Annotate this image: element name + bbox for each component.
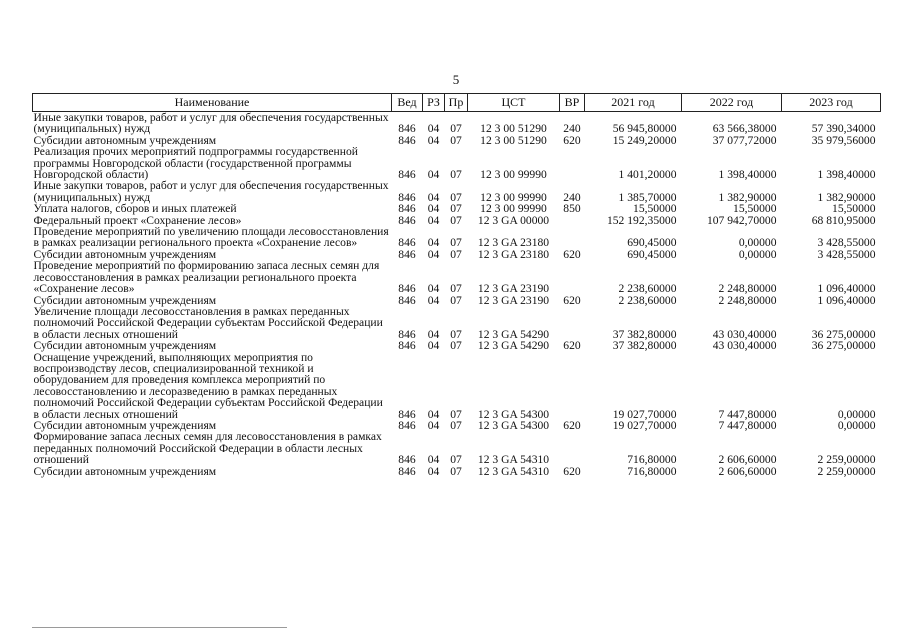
header-2021: 2021 год (585, 94, 682, 112)
cell-pr: 07 (450, 293, 462, 307)
cell-name: Субсидии автономным учреждениям (33, 339, 217, 353)
cell-rz: 04 (427, 122, 440, 136)
table-row (33, 112, 881, 135)
cell-ved: 846 (398, 122, 416, 136)
cell-pr: 07 (450, 407, 462, 421)
cell-pr: 07 (450, 168, 462, 182)
table-row (33, 431, 881, 465)
cell-tsst: 12 3 00 51290 (480, 133, 547, 147)
cell-ved: 846 (398, 418, 416, 432)
cell-vr (560, 146, 585, 180)
cell-rz: 04 (427, 327, 440, 341)
cell-ved: 846 (398, 213, 416, 227)
header-2023: 2023 год (782, 94, 881, 112)
cell-vr (560, 306, 585, 340)
cell-vr: 850 (563, 202, 581, 216)
cell-pr: 07 (450, 202, 462, 216)
cell-tsst: 12 3 GA 00000 (477, 213, 550, 227)
header-vr: ВР (560, 94, 585, 112)
cell-ved: 846 (398, 464, 416, 478)
table-row (33, 226, 881, 249)
cell-vr (560, 226, 585, 249)
cell-tsst: 12 3 GA 54300 (477, 407, 550, 421)
cell-pr: 07 (450, 247, 462, 261)
table-row (33, 146, 881, 180)
cell-y2022: 15,50000 (733, 202, 777, 216)
cell-tsst: 12 3 00 51290 (480, 122, 547, 136)
cell-y2021: 37 382,80000 (612, 339, 677, 353)
cell-pr: 07 (450, 464, 462, 478)
cell-y2022: 107 942,70000 (706, 213, 777, 227)
cell-ved: 846 (398, 168, 416, 182)
cell-tsst: 12 3 GA 54310 (477, 453, 550, 467)
budget-table (32, 93, 881, 477)
cell-y2023: 15,50000 (832, 202, 876, 216)
cell-y2023: 36 275,00000 (811, 327, 876, 341)
cell-y2023: 1 096,40000 (817, 282, 876, 296)
cell-y2023: 68 810,95000 (811, 213, 876, 227)
cell-y2022: 2 248,80000 (718, 282, 777, 296)
cell-ved: 846 (398, 247, 416, 261)
table-row (33, 466, 881, 477)
cell-y2022: 0,00000 (738, 236, 777, 250)
cell-y2023: 3 428,55000 (817, 247, 876, 261)
cell-pr: 07 (450, 339, 462, 353)
cell-rz: 04 (427, 464, 440, 478)
cell-name: Иные закупки товаров, работ и услуг для обеспечения государственных (муниципальных) нужд (33, 179, 389, 204)
cell-vr: 240 (563, 190, 581, 204)
cell-ved: 846 (398, 407, 416, 421)
cell-y2021: 15 249,20000 (612, 133, 677, 147)
cell-y2021: 19 027,70000 (612, 407, 677, 421)
cell-vr: 620 (563, 293, 581, 307)
cell-rz: 04 (427, 418, 440, 432)
header-tsst: ЦСТ (468, 94, 560, 112)
cell-y2022: 63 566,38000 (712, 122, 777, 136)
cell-name: Субсидии автономным учреждениям (33, 464, 217, 478)
cell-pr: 07 (450, 327, 462, 341)
cell-tsst: 12 3 GA 23180 (477, 236, 550, 250)
cell-y2023: 1 398,40000 (817, 168, 876, 182)
cell-y2023: 0,00000 (837, 418, 876, 432)
cell-ved: 846 (398, 453, 416, 467)
cell-name: Субсидии автономным учреждениям (33, 247, 217, 261)
cell-rz: 04 (427, 213, 440, 227)
cell-rz: 04 (427, 236, 440, 250)
cell-y2022: 37 077,72000 (712, 133, 777, 147)
cell-y2021: 2 238,60000 (618, 293, 677, 307)
header-2022: 2022 год (682, 94, 782, 112)
cell-ved: 846 (398, 282, 416, 296)
table-row (33, 352, 881, 420)
cell-tsst: 12 3 GA 23190 (477, 293, 550, 307)
cell-y2022: 43 030,40000 (712, 327, 777, 341)
cell-y2023: 3 428,55000 (817, 236, 876, 250)
cell-vr (560, 215, 585, 226)
cell-y2023: 1 382,90000 (817, 190, 876, 204)
cell-tsst: 12 3 00 99990 (480, 168, 547, 182)
cell-name: Субсидии автономным учреждениям (33, 133, 217, 147)
table-row (33, 180, 881, 203)
cell-y2022: 0,00000 (738, 247, 777, 261)
cell-y2023: 1 096,40000 (817, 293, 876, 307)
cell-y2021: 716,80000 (627, 453, 677, 467)
cell-rz: 04 (427, 190, 440, 204)
cell-y2021: 19 027,70000 (612, 418, 677, 432)
cell-y2022: 2 248,80000 (718, 293, 777, 307)
cell-vr: 240 (563, 122, 581, 136)
cell-y2021: 716,80000 (627, 464, 677, 478)
cell-y2023: 2 259,00000 (817, 464, 876, 478)
cell-y2023: 0,00000 (837, 407, 876, 421)
cell-y2021: 690,45000 (627, 236, 677, 250)
page-number: 5 (452, 72, 460, 87)
cell-vr (560, 352, 585, 420)
cell-pr: 07 (450, 133, 462, 147)
cell-ved: 846 (398, 293, 416, 307)
cell-name: Проведение мероприятий по увеличению площади лесовосстановления в рамках реализации регионального проекта «Сохранение лесов» (33, 225, 389, 250)
cell-tsst: 12 3 GA 54290 (477, 339, 550, 353)
header-pr: Пр (445, 94, 468, 112)
cell-vr: 620 (563, 418, 581, 432)
cell-pr: 07 (450, 213, 462, 227)
cell-vr: 620 (563, 247, 581, 261)
cell-name: Иные закупки товаров, работ и услуг для обеспечения государственных (муниципальных) нужд (33, 111, 389, 136)
cell-tsst: 12 3 GA 54300 (477, 418, 550, 432)
cell-name: Субсидии автономным учреждениям (33, 418, 217, 432)
cell-name: Формирование запаса лесных семян для лесовосстановления в рамках переданных полномочий Российской Федерации в области лесных отношений (33, 430, 382, 467)
cell-name: Реализация прочих мероприятий подпрограммы государственной программы Новгородской области (государственной программы Новгородской области) (33, 145, 358, 182)
table-row (33, 340, 881, 351)
cell-vr (560, 260, 585, 294)
cell-rz: 04 (427, 202, 440, 216)
cell-y2023: 35 979,56000 (811, 133, 876, 147)
cell-pr: 07 (450, 282, 462, 296)
cell-y2022: 7 447,80000 (718, 418, 777, 432)
cell-rz: 04 (427, 407, 440, 421)
cell-name: Увеличение площади лесовосстановления в рамках переданных полномочий Российской Федерации субъектам Российской Федерации в области лесных отношений (33, 304, 383, 341)
cell-vr (560, 431, 585, 465)
cell-y2023: 57 390,34000 (811, 122, 876, 136)
header-ved: Вед (392, 94, 423, 112)
table-row (33, 260, 881, 294)
cell-y2022: 2 606,60000 (718, 453, 777, 467)
cell-ved: 846 (398, 190, 416, 204)
cell-ved: 846 (398, 236, 416, 250)
cell-y2022: 1 398,40000 (718, 168, 777, 182)
header-name: Наименование (33, 94, 392, 112)
cell-rz: 04 (427, 293, 440, 307)
table-header-row (33, 94, 881, 112)
cell-y2021: 56 945,80000 (612, 122, 677, 136)
cell-ved: 846 (398, 133, 416, 147)
cell-y2021: 1 385,70000 (618, 190, 677, 204)
cell-tsst: 12 3 GA 54290 (477, 327, 550, 341)
cell-rz: 04 (427, 339, 440, 353)
cell-y2022: 43 030,40000 (712, 339, 777, 353)
cell-vr: 620 (563, 339, 581, 353)
cell-name: Субсидии автономным учреждениям (33, 293, 217, 307)
cell-pr: 07 (450, 122, 462, 136)
cell-pr: 07 (450, 418, 462, 432)
cell-rz: 04 (427, 133, 440, 147)
cell-pr: 07 (450, 453, 462, 467)
cell-tsst: 12 3 GA 23190 (477, 282, 550, 296)
cell-tsst: 12 3 00 99990 (480, 202, 547, 216)
cell-name: Федеральный проект «Сохранение лесов» (33, 213, 242, 227)
cell-rz: 04 (427, 247, 440, 261)
cell-y2022: 2 606,60000 (718, 464, 777, 478)
cell-y2021: 690,45000 (627, 247, 677, 261)
cell-vr: 620 (563, 464, 581, 478)
cell-y2021: 15,50000 (633, 202, 677, 216)
cell-y2021: 2 238,60000 (618, 282, 677, 296)
header-rz: РЗ (423, 94, 445, 112)
cell-ved: 846 (398, 202, 416, 216)
bottom-divider (32, 627, 287, 628)
cell-name: Оснащение учреждений, выполняющих мероприятия по воспроизводству лесов, специализированной техникой и оборудованием для проведения комплекса мероприятий по лесовосстановлению и лесоразведению в рамках переданных полномочий Российской Федерации субъектам Российской Федерации в области лесных отношений (33, 350, 383, 421)
cell-ved: 846 (398, 327, 416, 341)
cell-y2021: 1 401,20000 (618, 168, 677, 182)
cell-ved: 846 (398, 339, 416, 353)
cell-vr: 620 (563, 133, 581, 147)
cell-rz: 04 (427, 168, 440, 182)
cell-y2023: 2 259,00000 (817, 453, 876, 467)
cell-name: Уплата налогов, сборов и иных платежей (33, 202, 237, 216)
cell-pr: 07 (450, 190, 462, 204)
cell-rz: 04 (427, 282, 440, 296)
cell-tsst: 12 3 00 99990 (480, 190, 547, 204)
cell-y2023: 36 275,00000 (811, 339, 876, 353)
cell-rz: 04 (427, 453, 440, 467)
cell-pr: 07 (450, 236, 462, 250)
table-row (33, 203, 881, 214)
cell-y2021: 37 382,80000 (612, 327, 677, 341)
table-row (33, 306, 881, 340)
cell-tsst: 12 3 GA 54310 (477, 464, 550, 478)
cell-y2022: 1 382,90000 (718, 190, 777, 204)
cell-tsst: 12 3 GA 23180 (477, 247, 550, 261)
cell-y2022: 7 447,80000 (718, 407, 777, 421)
cell-name: Проведение мероприятий по формированию запаса лесных семян для лесовосстановления в рамках реализации регионального проекта «Сохранение лесов» (33, 259, 380, 296)
cell-y2021: 152 192,35000 (606, 213, 677, 227)
table-body (33, 112, 881, 478)
